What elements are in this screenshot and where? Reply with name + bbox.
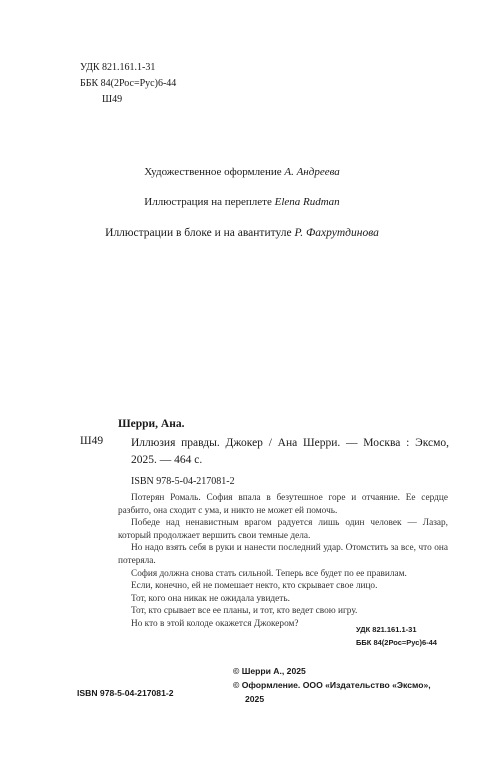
bibliographic-cipher: Ш49 xyxy=(80,435,104,447)
credit-name: Р. Фахрутдинова xyxy=(294,227,379,239)
footer-udk: УДК 821.161.1-31 xyxy=(356,625,417,634)
copyright-design: © Оформление. ООО «Издательство «Эксмо», xyxy=(233,680,431,690)
annotation xyxy=(118,492,448,631)
classification-block xyxy=(80,60,176,108)
credit-label: Иллюстрации в блоке и на авантитуле xyxy=(105,227,292,239)
footer-classification xyxy=(356,623,437,649)
isbn-main: ISBN 978-5-04-217081-2 xyxy=(131,476,235,487)
annotation-paragraph: Потерян Ромаль. София впала в безутешное горе и отчаяние. Ее сердце разбито, она сходит с ума, и никто не может ей помочь. xyxy=(118,493,448,516)
credit-name: Elena Rudman xyxy=(274,196,340,208)
annotation-paragraph: Тот, кто срывает все ее планы, и тот, кто ведет свою игру. xyxy=(131,606,358,617)
annotation-paragraph: Но надо взять себя в руки и нанести последний удар. Отомстить за все, что она потеряла. xyxy=(118,543,448,566)
author-cipher: Ш49 xyxy=(102,94,123,105)
bbk-code: ББК 84(2Рос=Рус)6-44 xyxy=(80,78,177,89)
isbn-footer: ISBN 978-5-04-217081-2 xyxy=(77,688,174,698)
credit-name: А. Андреева xyxy=(284,166,340,178)
credit-design xyxy=(0,166,484,178)
copyright-design-year: 2025 xyxy=(245,694,265,704)
footer-bbk: ББК 84(2Рос=Рус)6-44 xyxy=(356,638,437,647)
copyright-block xyxy=(233,664,448,706)
credit-label: Иллюстрация на переплете xyxy=(144,196,272,208)
annotation-paragraph: София должна снова стать сильной. Теперь все будет по ее правилам. xyxy=(131,568,407,579)
bibliographic-description: Иллюзия правды. Джокер / Ана Шерри. — Москва : Эксмо, 2025. — 464 с. xyxy=(131,437,449,466)
credit-cover-illustration xyxy=(0,196,484,208)
credit-inner-illustrations xyxy=(0,227,484,239)
annotation-paragraph: Тот, кого она никак не ожидала увидеть. xyxy=(131,593,290,604)
copyright-author: © Шерри А., 2025 xyxy=(233,666,306,676)
udk-code: УДК 821.161.1-31 xyxy=(80,62,156,73)
annotation-paragraph: Победе над ненавистным врагом радуется лишь один человек — Лазар, который продолжает вершить свои темные дела. xyxy=(118,518,448,541)
credit-label: Художественное оформление xyxy=(144,166,282,178)
annotation-paragraph: Но кто в этой колоде окажется Джокером? xyxy=(131,618,299,629)
annotation-paragraph: Если, конечно, ей не помешает некто, кто скрывает свое лицо. xyxy=(131,581,378,592)
bibliographic-author: Шерри, Ана. xyxy=(118,418,185,430)
